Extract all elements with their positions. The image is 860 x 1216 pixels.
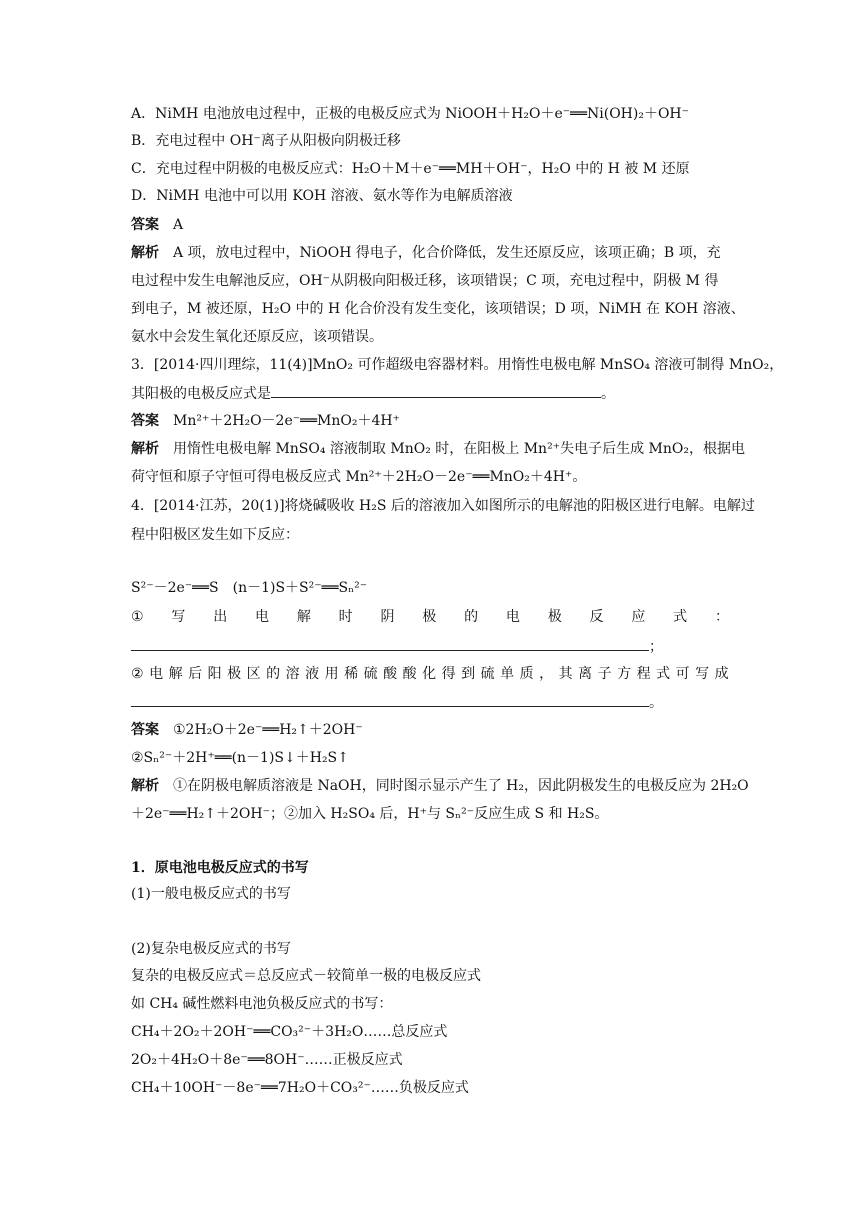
q2-analysis-line-1 bbox=[131, 243, 721, 263]
q4-sub1-row bbox=[131, 607, 729, 627]
question-char: 式 bbox=[656, 666, 671, 682]
answer-blank bbox=[131, 692, 649, 707]
question-char: ， bbox=[539, 666, 554, 682]
question-char: 子 bbox=[597, 666, 612, 682]
q3-analysis-line-1 bbox=[131, 439, 745, 459]
answer-label: 答案 bbox=[131, 413, 159, 429]
question-char: 反 bbox=[589, 609, 604, 625]
answer-blank bbox=[131, 636, 649, 651]
question-char: 方 bbox=[617, 666, 632, 682]
summary-line: 复杂的电极反应式＝总反应式－较简单一极的电极反应式 bbox=[131, 968, 481, 984]
question-char: 极 bbox=[547, 609, 562, 625]
question-char: 得 bbox=[441, 666, 456, 682]
summary-line: CH₄＋2O₂＋2OH⁻══CO₃²⁻＋3H₂O……总反应式 bbox=[131, 1024, 448, 1040]
analysis-text: A 项，放电过程中，NiOOH 得电子，化合价降低，发生还原反应，该项正确；B 项，充 bbox=[173, 245, 721, 261]
q2-analysis-line-3: 到电子，M 被还原，H₂O 中的 H 化合价没有发生变化，该项错误；D 项，NiMH 在 KOH 溶液、 bbox=[131, 301, 745, 317]
q4-analysis-line-2: ＋2e⁻══H₂↑＋2OH⁻；②加入 H₂SO₄ 后，H⁺与 Sₙ²⁻反应生成 S 和 H₂S。 bbox=[131, 806, 609, 822]
analysis-label: 解析 bbox=[131, 778, 159, 794]
question-char: 后 bbox=[188, 666, 203, 682]
summary-sub1: (1)一般电极反应式的书写 bbox=[131, 886, 291, 902]
q4-analysis-line-1 bbox=[131, 776, 749, 796]
question-char: 区 bbox=[246, 666, 261, 682]
question-char: 单 bbox=[500, 666, 515, 682]
question-char: 到 bbox=[461, 666, 476, 682]
question-char: 电 bbox=[255, 609, 269, 625]
summary-sub2: (2)复杂电极反应式的书写 bbox=[131, 941, 291, 957]
option-d: D．NiMH 电池中可以用 KOH 溶液、氨水等作为电解质溶液 bbox=[131, 188, 513, 204]
q3-stem-end: 。 bbox=[601, 386, 615, 402]
answer-blank bbox=[271, 383, 601, 398]
question-char: 质 bbox=[519, 666, 534, 682]
q4-answer-1 bbox=[131, 720, 363, 740]
q2-analysis-line-4: 氨水中会发生氧化还原反应，该项错误。 bbox=[131, 329, 383, 345]
question-char: 其 bbox=[558, 666, 573, 682]
question-char: 的 bbox=[464, 609, 479, 625]
q4-sub1-blank-row bbox=[131, 636, 663, 657]
answer-value: A bbox=[173, 217, 184, 233]
question-char: 程 bbox=[636, 666, 651, 682]
question-char: ① bbox=[131, 609, 144, 625]
summary-heading: 1．原电池电极反应式的书写 bbox=[131, 860, 309, 876]
question-char: 用 bbox=[324, 666, 339, 682]
question-char: 溶 bbox=[285, 666, 300, 682]
question-char: 应 bbox=[631, 609, 646, 625]
question-char: 电 bbox=[505, 609, 520, 625]
question-char: 解 bbox=[168, 666, 183, 682]
q2-analysis-line-2: 电过程中发生电解池反应，OH⁻从阴极向阳极迁移，该项错误；C 项，充电过程中，阴极 M 得 bbox=[131, 273, 719, 289]
summary-line: CH₄＋10OH⁻－8e⁻══7H₂O＋CO₃²⁻……负极反应式 bbox=[131, 1080, 469, 1096]
answer-value: Mn²⁺＋2H₂O－2e⁻══MnO₂＋4H⁺ bbox=[173, 413, 400, 429]
analysis-text: ①在阴极电解质溶液是 NaOH，同时图示显示产生了 H₂，因此阴极发生的电极反应为 2H₂O bbox=[173, 778, 749, 794]
q3-stem-line-1: 3．[2014·四川理综，11(4)]MnO₂ 可作超级电容器材料。用惰性电极电解 MnSO₄ 溶液可制得 MnO₂， bbox=[131, 357, 784, 373]
question-char: ② bbox=[131, 666, 144, 682]
question-char: 写 bbox=[695, 666, 710, 682]
question-char: 极 bbox=[422, 609, 437, 625]
analysis-label: 解析 bbox=[131, 441, 159, 457]
q4-stem-line-2: 程中阳极区发生如下反应： bbox=[131, 527, 299, 543]
q4-reactions: S²⁻－2e⁻══S (n－1)S＋S²⁻══Sₙ²⁻ bbox=[131, 580, 368, 596]
question-char: 化 bbox=[422, 666, 437, 682]
question-char: 酸 bbox=[402, 666, 417, 682]
analysis-label: 解析 bbox=[131, 245, 159, 261]
question-char: 酸 bbox=[383, 666, 398, 682]
question-char: 阴 bbox=[380, 609, 395, 625]
question-char: 的 bbox=[266, 666, 281, 682]
question-char: 阳 bbox=[207, 666, 222, 682]
q4-stem-line-1: 4．[2014·江苏，20(1)]将烧碱吸收 H₂S 后的溶液加入如图所示的电解池的阳极区进行电解。电解过 bbox=[131, 498, 755, 514]
question-char: ： bbox=[714, 609, 729, 625]
q3-analysis-line-2: 荷守恒和原子守恒可得电极反应式 Mn²⁺＋2H₂O－2e⁻══MnO₂＋4H⁺。 bbox=[131, 469, 587, 485]
question-char: 稀 bbox=[344, 666, 359, 682]
analysis-text: 用惰性电极电解 MnSO₄ 溶液制取 MnO₂ 时，在阳极上 Mn²⁺失电子后生成 MnO₂，根据电 bbox=[173, 441, 745, 457]
question-char: 解 bbox=[296, 609, 311, 625]
question-char: 出 bbox=[213, 609, 228, 625]
q4-sub2-end: 。 bbox=[649, 695, 663, 711]
question-char: 硫 bbox=[480, 666, 495, 682]
q3-stem-line-2 bbox=[131, 383, 615, 404]
q4-sub2-blank-row bbox=[131, 692, 663, 713]
q3-stem-text: 其阳极的电极反应式是 bbox=[131, 386, 271, 402]
question-char: 电 bbox=[149, 666, 164, 682]
q2-answer bbox=[131, 215, 183, 235]
option-a: A．NiMH 电池放电过程中，正极的电极反应式为 NiOOH＋H₂O＋e⁻══Ni(OH)₂＋OH⁻ bbox=[131, 106, 690, 122]
question-char: 离 bbox=[578, 666, 593, 682]
summary-line: 2O₂＋4H₂O＋8e⁻══8OH⁻……正极反应式 bbox=[131, 1052, 403, 1068]
answer-label: 答案 bbox=[131, 217, 159, 233]
question-char: 写 bbox=[171, 609, 186, 625]
answer-label: 答案 bbox=[131, 722, 159, 738]
option-b: B．充电过程中 OH⁻离子从阳极向阴极迁移 bbox=[131, 133, 401, 149]
q3-answer bbox=[131, 411, 400, 431]
question-char: 极 bbox=[227, 666, 242, 682]
question-char: 可 bbox=[675, 666, 690, 682]
question-char: 式 bbox=[673, 609, 688, 625]
question-char: 成 bbox=[714, 666, 729, 682]
question-char: 液 bbox=[305, 666, 320, 682]
q4-answer-2: ②Sₙ²⁻＋2H⁺══(n－1)S↓＋H₂S↑ bbox=[131, 750, 349, 766]
q4-sub1-end: ； bbox=[649, 639, 663, 655]
question-char: 时 bbox=[338, 609, 353, 625]
question-char: 硫 bbox=[363, 666, 378, 682]
option-c: C．充电过程中阴极的电极反应式：H₂O＋M＋e⁻══MH＋OH⁻，H₂O 中的 H 被 M 还原 bbox=[131, 161, 690, 177]
answer-value: ①2H₂O＋2e⁻══H₂↑＋2OH⁻ bbox=[173, 722, 363, 738]
q4-sub2-row bbox=[131, 664, 729, 684]
summary-line: 如 CH₄ 碱性燃料电池负极反应式的书写： bbox=[131, 996, 393, 1012]
